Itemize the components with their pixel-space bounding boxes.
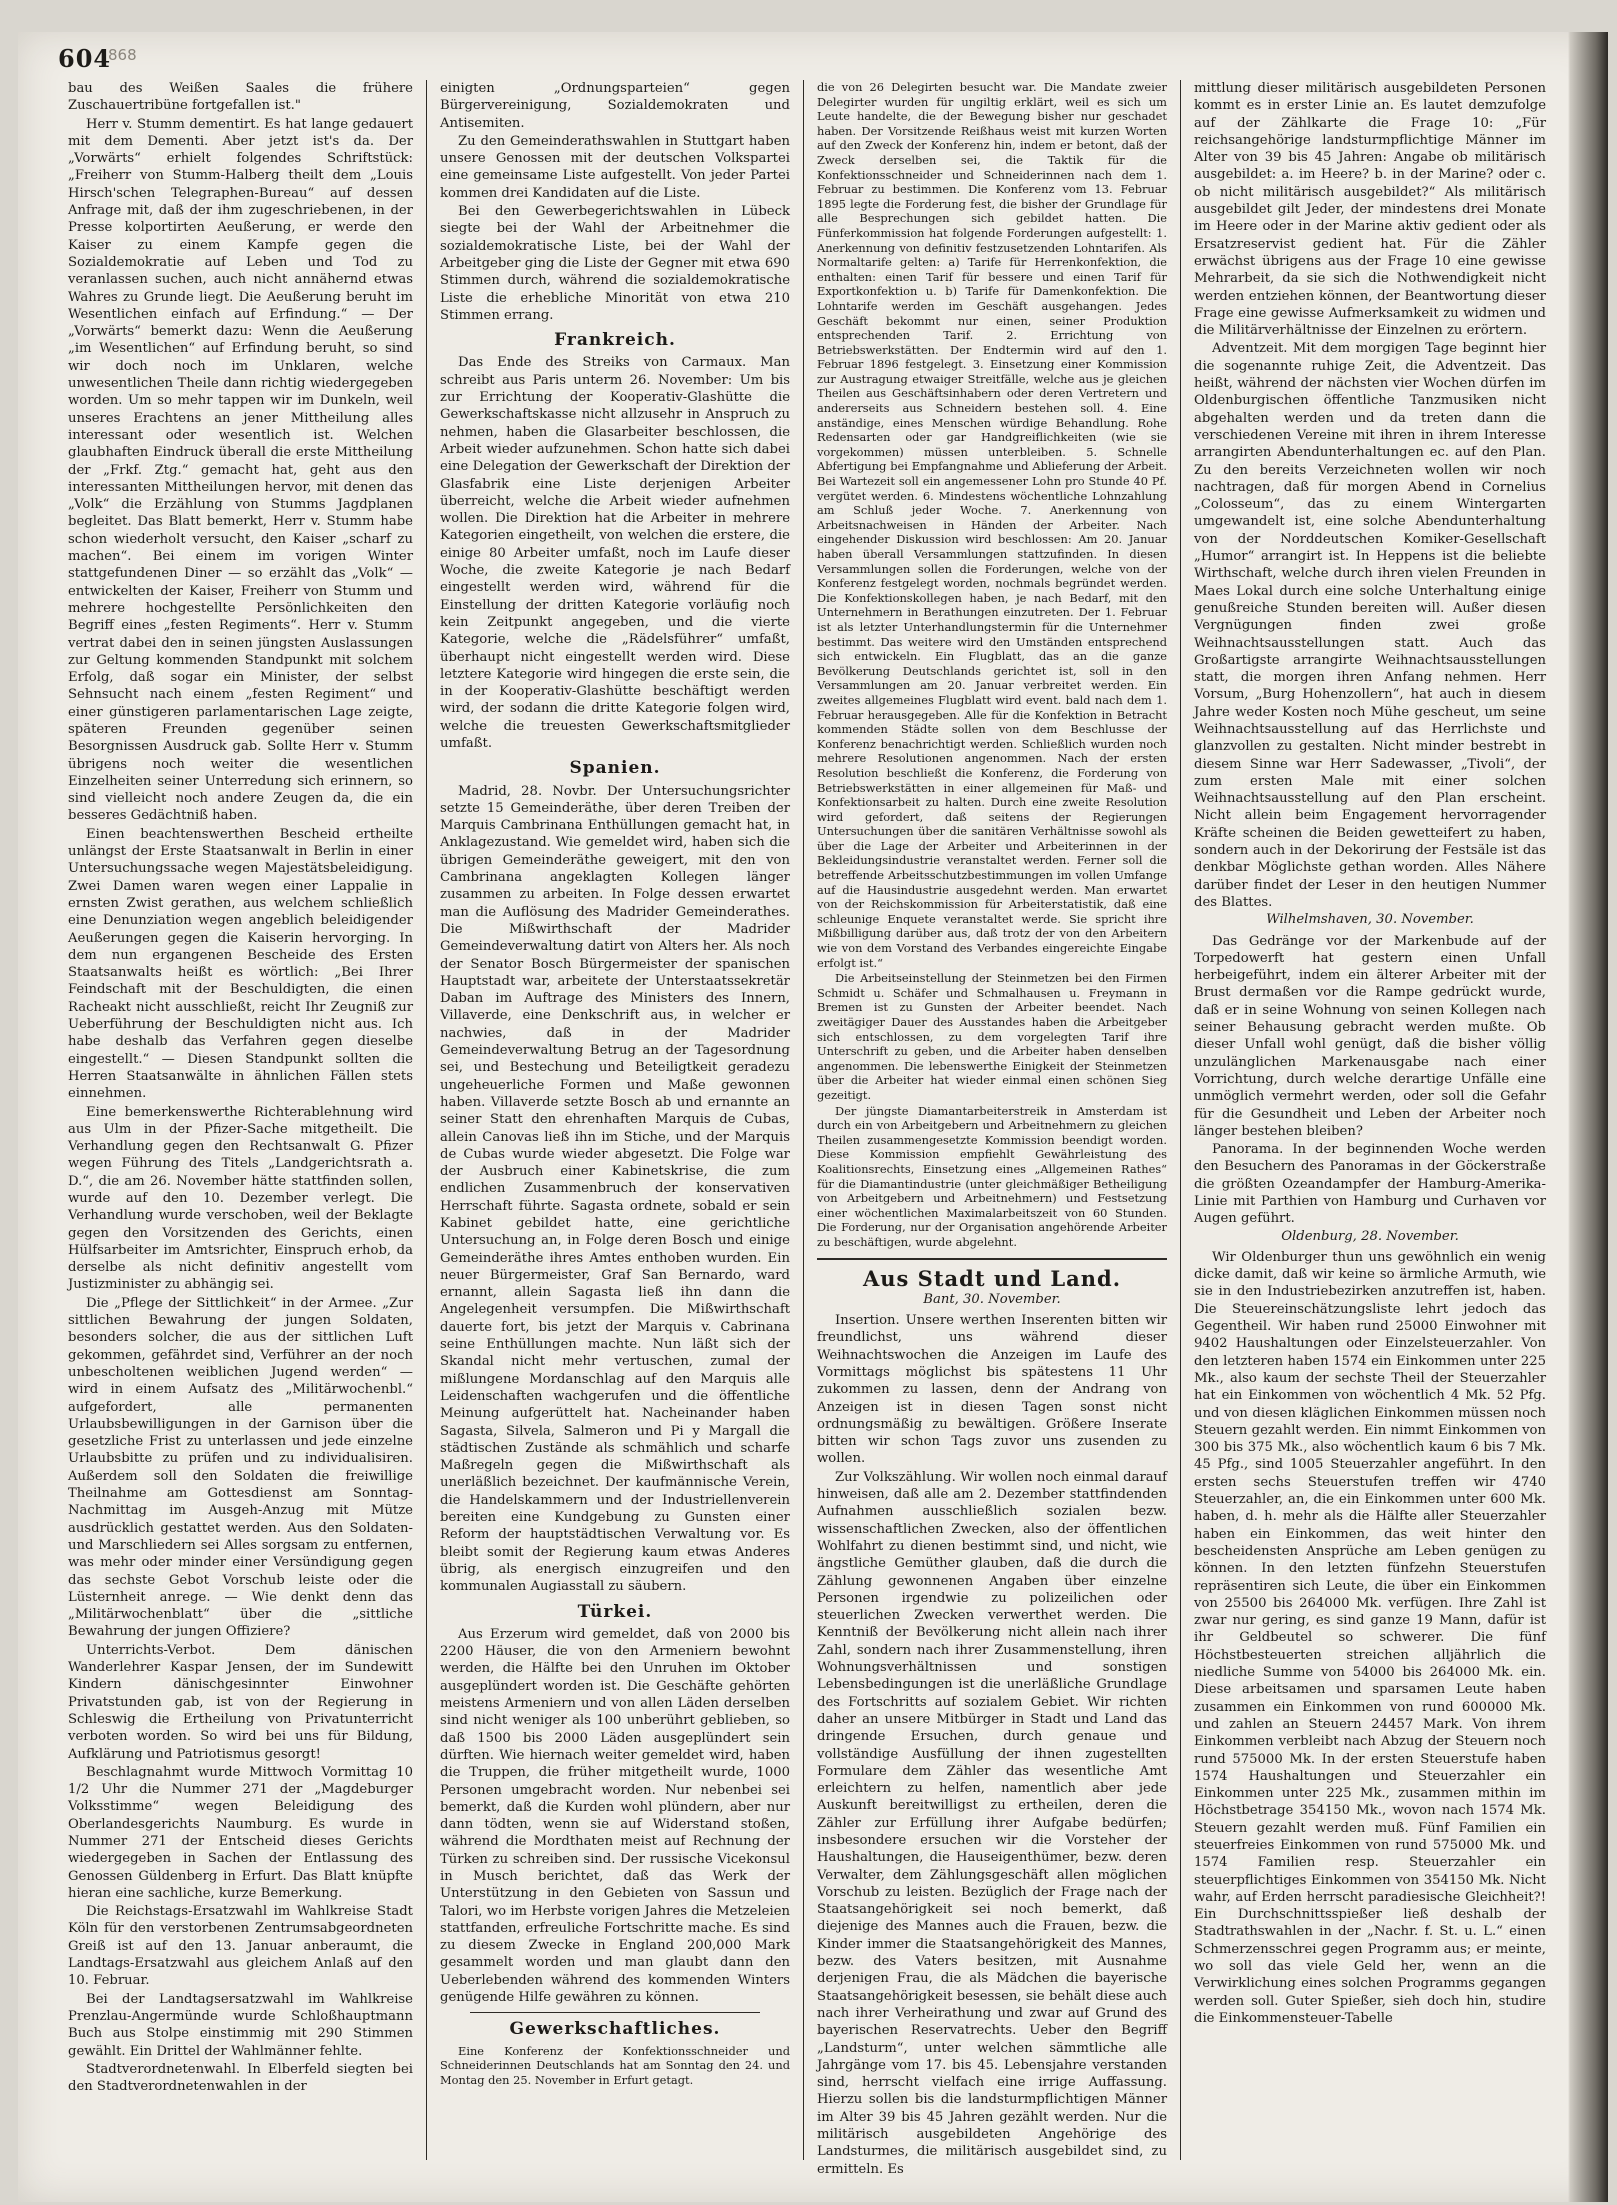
paragraph: einigten „Ordnungsparteien“ gegen Bürgervereinigung, Sozialdemokraten und Antisemiten. xyxy=(440,81,790,131)
paragraph: Bei den Gewerbegerichtswahlen in Lübeck siegte bei der Wahl der Arbeitnehmer die sozialdemokratische Liste, bei der Wahl der Arbeitgeber ging die Liste der Gegner mit etwa 690 Stimmen durch, während die sozialdemokratische Liste die erhebliche Minorität von etwa 210 Stimmen errang. xyxy=(440,204,790,323)
paragraph: bau des Weißen Saales die frühere Zuschauertribüne fortgefallen ist." xyxy=(68,81,413,114)
section-heading-local: Aus Stadt und Land. xyxy=(862,1265,1122,1291)
paragraph: Eine bemerkenswerthe Richterablehnung wird aus Ulm in der Pfizer-Sache mitgetheilt. Die Verhandlung gegen den Rechtsanwalt G. Pfizer wegen Führung des Titels „Landgerichtsrath a. D.“, die am 26. November hätte stattfinden sollen, wurde auf den 10. Dezember verlegt. Die Verhandlung wurde verschoben, weil der Beklagte gegen den Vorsitzenden des Gerichts, einen Hülfsarbeiter im Amtsrichter, Einspruch erhob, da derselbe als nicht definitiv angestellt vom Justizminister zu abhängig sei. xyxy=(68,1104,413,1293)
paragraph: Der jüngste Diamantarbeiterstreik in Amsterdam ist durch ein von Arbeitgebern und Arbeitnehmern zu gleichen Theilen zusammengesetzte Kommission beendigt worden. Diese Kommission empfiehlt Gewährleistung des Koalitionsrechts, Einsetzung eines „Allgemeinen Rathes“ für die Diamantindustrie (unter gleichmäßiger Betheiligung von Arbeitgebern und Arbeitnehmern) und Festsetzung einer wöchentlichen Maximalarbeitszeit von 60 Stunden. Die Forderung, nur der Organisation angehörende Arbeiter zu beschäftigen, wurde abgelehnt. xyxy=(817,1103,1167,1249)
paragraph: Eine Konferenz der Konfektionsschneider und Schneiderinnen Deutschlands hat am Sonntag den 24. und Montag den 25. November in Erfurt getagt. xyxy=(440,2043,790,2087)
column-4 xyxy=(1194,80,1546,2160)
paragraph: die von 26 Delegirten besucht war. Die Mandate zweier Delegirter wurden für ungiltig erklärt, weil es sich um Leute handelte, die der Bewegung bisher nur geschadet haben. Der Vorsitzende Reißhaus weist mit kurzen Worten auf den Zweck der Konferenz hin, indem er betont, daß der Zweck derselben sei, die Taktik für die Konfektionsschneider und Schneiderinnen nach dem 1. Februar zu bestimmen. Die Konferenz vom 13. Februar 1895 legte die Forderung fest, die bisher der Grundlage für alle Besprechungen sich gebildet hatten. Die Fünferkommission hat folgende Forderungen aufgestellt: 1. Anerkennung von definitiv festzusetzenden Lohntarifen. Als Normaltarife gelten: a) Tarife für Herrenkonfektion, die enthalten: einen Tarif für bessere und einen Tarif für Exportkonfektion u. b) Tarife für Damenkonfektion. Die Lohntarife werden im Geschäft ausgehangen. Jedes Geschäft bekommt nur einen, seiner Produktion entsprechenden Tarif. 2. Errichtung von Betriebswerkstätten. Der Endtermin wird auf den 1. Februar 1896 festgelegt. 3. Einsetzung einer Kommission zur Austragung etwaiger Streitfälle, welche aus je gleichen Theilen aus Geschäftsinhabern oder deren Vertretern und andererseits aus Schneidern bestehen soll. 4. Eine anständige, eines Menschen würdige Behandlung. Rohe Redensarten oder gar Handgreiflichkeiten (wie sie vorgekommen) müssen unterbleiben. 5. Schnelle Abfertigung bei Empfangnahme und Ablieferung der Arbeit. Bei Wartezeit soll ein angemessener Lohn pro Stunde 40 Pf. vergütet werden. 6. Mindestens wöchentliche Lohnzahlung am Schluß jeder Woche. 7. Anerkennung von Arbeitsnachweisen in Händen der Arbeiter. Nach eingehender Diskussion wird beschlossen: Am 20. Januar haben überall Versammlungen stattzufinden. In diesen Versammlungen sollen die Forderungen, welche von der Konferenz festgelegt worden, nochmals begründet werden. Die Konfektionskollegen haben, je nach Bedarf, mit den Unternehmern in Berathungen einzutreten. Der 1. Februar ist als letzter Unterhandlungstermin für die Unternehmer bestimmt. Das weitere wird den Umständen entsprechend sich entwickeln. Ein Flugblatt, das an die ganze Bevölkerung Deutschlands gerichtet ist, soll in den Versammlungen am 20. Januar verbreitet werden. Ein zweites allgemeines Flugblatt wird event. bald nach dem 1. Februar herausgegeben. Alle für die Konfektion in Betracht kommenden Städte sollen von dem Beschlusse der Konferenz benachrichtigt werden. Schließlich wurden noch mehrere Resolutionen angenommen. Nach der ersten Resolution beschließt die Konferenz, die Forderung von Betriebswerkstätten in einer allgemeinen für Maß- und Konfektionsarbeit zu halten. Durch eine zweite Resolution wird gefordert, daß seitens der Regierungen Untersuchungen über die sanitären Verhältnisse sowohl als über die Lage der Arbeiter und Arbeiterinnen in der Bekleidungsindustrie veranstaltet werden. Ferner soll die betreffende Arbeitsschutzbestimmungen im vollen Umfange auf die Hausindustrie ausgedehnt werden. Man erwartet von der Reichskommission für Arbeiterstatistik, daß eine schleunige Enquete veranstaltet werde. Sie spricht ihre Mißbilligung darüber aus, daß trotz der von den Arbeitern wie von dem Vorstand des Verbandes eingereichte Eingabe erfolgt ist.“ xyxy=(817,80,1167,970)
page-number: 604 xyxy=(58,44,112,73)
paragraph: mittlung dieser militärisch ausgebildeten Personen kommt es in erster Linie an. Es lautet demzufolge auf der Zählkarte die Frage 10: „Für reichsangehörige landsturmpflichtige Männer im Alter von 39 bis 45 Jahren: Angabe ob militärisch ausgebildet: a. im Heere? b. in der Marine? oder c. ob nicht militärisch ausgebildet?“ Als militärisch ausgebildet gilt Jeder, der mindestens drei Monate im Heere oder in der Marine aktiv gedient oder als Ersatzreservist gedient hat. Für die Zähler erwächst übrigens aus der Frage 10 eine gewisse Mehrarbeit, da sie sich die Nothwendigkeit nicht werden entziehen können, der Beantwortung dieser Frage eine gewisse Aufmerksamkeit zu widmen und die Militärverhältnisse der Einzelnen zu erörtern. xyxy=(1194,81,1546,339)
paragraph: Das Ende des Streiks von Carmaux. Man schreibt aus Paris unterm 26. November: Um bis zur Errichtung der Kooperativ-Glashütte die Gewerkschaftskasse nicht allzusehr in Anspruch zu nehmen, haben die Glasarbeiter beschlossen, die Arbeit wieder aufzunehmen. Schon hatte sich dabei eine Delegation der Gewerkschaft der Direktion der Glasfabrik eine Liste derjenigen Arbeiter überreicht, welche die Arbeit wieder aufnehmen wollen. Die Direktion hat die Arbeiter in mehrere Kategorien eingetheilt, von welchen die erstere, die einige 80 Arbeiter umfaßt, noch im Laufe dieser Woche, die zweite Kategorie je nach Bedarf eingestellt werden wird, während für die Einstellung der dritten Kategorie vorläufig noch kein Zeitpunkt angegeben, und die vierte Kategorie, welche die „Rädelsführer“ umfaßt, überhaupt nicht eingestellt werden wird. Diese letztere Kategorie wird hingegen die erste sein, die in der Kooperativ-Glashütte beschäftigt werden wird, der sodann die dritte Kategorie folgen wird, welche die treuesten Gewerkschaftsmitglieder umfaßt. xyxy=(440,355,790,751)
dateline-bant: Bant, 30. November. xyxy=(923,1291,1061,1307)
paragraph: Zu den Gemeinderathswahlen in Stuttgart haben unsere Genossen mit der deutschen Volkspartei eine gemeinsame Liste aufgestellt. Von jeder Partei kommen drei Kandidaten auf die Liste. xyxy=(440,133,790,201)
pencil-annotation: 868 xyxy=(108,46,137,64)
column-rule xyxy=(803,80,804,2160)
paragraph: Die Reichstags-Ersatzwahl im Wahlkreise Stadt Köln für den verstorbenen Zentrumsabgeordneten Greiß ist auf den 13. Januar anberaumt, die Landtags-Ersatzwahl aus gleichem Anlaß auf den 10. Februar. xyxy=(68,1904,413,1989)
paragraph: Herr v. Stumm dementirt. Es hat lange gedauert mit dem Dementi. Aber jetzt ist's da. Der „Vorwärts“ erhielt folgendes Schriftstück: „Freiherr von Stumm-Halberg theilt dem „Louis Hirsch'schen Telegraphen-Bureau“ auf dessen Anfrage mit, daß der ihm zugeschriebenen, in der Presse kolportirten Aeußerung, er werde den Kaiser zu einem Kampfe gegen die Sozialdemokratie auf Leben und Tod zu veranlassen suchen, auch nicht annähernd etwas Wahres zu Grunde liegt. Die Aeußerung beruht im Wesentlichen einfach auf Erfindung.“ — Der „Vorwärts“ bemerkt dazu: Wenn die Aeußerung „im Wesentlichen“ auf Erfindung beruht, so sind wir doch noch im Unklaren, welche unwesentlichen Theile dann richtig wiedergegeben worden. Um so mehr tappen wir im Dunkeln, weil unseres Erachtens an jener Mittheilung alles interessant oder wesentlich ist. Welchen glaubhaften Eindruck überall die erste Mittheilung der „Frkf. Ztg.“ gemacht hat, geht aus den interessanten Mittheilungen hervor, mit denen das „Volk“ die Erzählung von Stumms Jagdplanen begleitet. Das Blatt bemerkt, Herr v. Stumm habe schon wiederholt versucht, den Kaiser „scharf zu machen“. Bei einem im vorigen Winter stattgefundenen Diner — so erzählt das „Volk“ — entwickelten der Kaiser, Freiherr von Stumm und mehrere hochgestellte Persönlichkeiten den Begriff eines „festen Regiments“. Herr v. Stumm vertrat dabei den in seinen jüngsten Auslassungen zur Geltung kommenden Standpunkt mit solchem Erfolg, daß sogar ein Minister, der selbst Sehnsucht nach einem „festen Regiment“ und einer günstigeren parlamentarischen Lage zeigte, späteren Freunden gegenüber seinen Besorgnissen Ausdruck gab. Sollte Herr v. Stumm übrigens noch weiter die wesentlichen Einzelheiten seiner Unterredung sich erinnern, so sind vielleicht noch andere Zeugen da, die ein besseres Gedächtniß haben. xyxy=(68,116,413,824)
paragraph: Panorama. In der beginnenden Woche werden den Besuchern des Panoramas in der Göckerstraße die größten Ozeandampfer der Hamburg-Amerika-Linie mit Parthien von Hamburg und Curhaven vor Augen geführt. xyxy=(1194,1142,1546,1227)
paragraph: Bei der Landtagsersatzwahl im Wahlkreise Prenzlau-Angermünde wurde Schloßhauptmann Buch aus Stolpe einstimmig mit 290 Stimmen gewählt. Ein Drittel der Wahlmänner fehlte. xyxy=(68,1991,413,2059)
column-1 xyxy=(68,80,413,2160)
paragraph: Aus Erzerum wird gemeldet, daß von 2000 bis 2200 Häuser, die von den Armeniern bewohnt werden, die Hälfte bei den Unruhen im Oktober ausgeplündert worden ist. Die Geschäfte gehörten meistens Armeniern und von allen Läden derselben sind nicht weniger als 100 unberührt geblieben, so daß 1500 bis 2000 Läden ausgeplündert sein dürften. Wie hiernach weiter gemeldet wird, haben die Truppen, die früher mitgetheilt wurde, 1000 Personen umgebracht worden. Nur nebenbei sei bemerkt, daß die Kurden wohl plündern, aber nur dann tödten, wenn sie auf Widerstand stoßen, während die Mordthaten meist auf Rechnung der Türken zu schreiben sind. Der russische Vicekonsul in Musch berichtet, daß das Werk der Unterstützung in den Gebieten von Sassun und Talori, wo im Herbste vorigen Jahres die Metzeleien stattfanden, erfreuliche Fortschritte mache. Es sind zu diesem Zwecke in England 200,000 Mark gesammelt worden und man glaubt dann den Ueberlebenden während des kommenden Winters genügende Hilfe gewähren zu können. xyxy=(440,1626,790,2006)
paragraph: Wir Oldenburger thun uns gewöhnlich ein wenig dicke damit, daß wir keine so ärmliche Armuth, wie sie in den Industriebezirken anzutreffen ist, haben. Die Steuereinschätzungsliste lehrt jedoch das Gegentheil. Wir haben rund 25000 Einwohner mit 9402 Haushaltungen oder Einzelsteuerzahler. Von den letzteren haben 1574 ein Einkommen unter 225 Mk., also kaum der sechste Theil der Steuerzahler hat ein Einkommen von wöchentlich 4 Mk. 52 Pfg. und von diesen kläglichen Einkommen müssen noch Steuern gezahlt werden. Ein nimmt Einkommen von 300 bis 375 Mk., also wöchentlich kaum 6 bis 7 Mk. 45 Pfg., sind 1005 Steuerzahler angeführt. In den ersten sechs Steuerstufen treffen wir 4740 Steuerzahler, an, die ein Einkommen unter 600 Mk. haben, d. h. mehr als die Hälfte aller Steuerzahler haben ein Einkommen, das weit hinter den bescheidensten Ansprüche am Leben genügen zu können. In den letzten fünfzehn Steuerstufen repräsentiren sich Leute, die über ein Einkommen von 25500 bis 264000 Mk. verfügen. Ihre Zahl ist zwar nur gering, es sind ganze 19 Mann, dafür ist ihr Geldbeutel so schwerer. Die fünf Höchstbesteuerten streichen alljährlich die niedliche Summe von 54000 bis 264000 Mk. ein. Diese arbeitsamen und sparsamen Leute haben zusammen ein Einkommen von rund 600000 Mk. und zahlen an Steuern 24457 Mark. Von ihrem Einkommen verbleibt nach Abzug der Steuern noch rund 575000 Mk. In der ersten Steuerstufe haben 1574 Haushaltungen und Steuerzahler ein Einkommen unter 225 Mk., zusammen mithin im Höchstbetrage 354150 Mk., wovon nach 1574 Mk. Steuern gezahlt werden muß. Fünf Familien ein steuerfreies Einkommen von rund 575000 Mk. und 1574 Familien resp. Steuerzahler ein steuerpflichtiges Einkommen von 354150 Mk. Nicht wahr, auf Erden herrscht paradiesische Gleichheit?! Ein Durchschnittsspießer ließ deshalb der Stadtrathswahlen in der „Nachr. f. St. u. L.“ einen Schmerzensschrei gegen Programm aus; er meinte, wo soll das viele Geld her, wenn an die Verwirklichung eines solchen Programms gegangen werden soll. Guter Spießer, sieh doch hin, studire die Einkommensteuer-Tabelle xyxy=(1194,1249,1546,2026)
paragraph: Einen beachtenswerthen Bescheid ertheilte unlängst der Erste Staatsanwalt in Berlin in einer Untersuchungssache wegen Majestätsbeleidigung. Zwei Damen waren wegen einer Lappalie in ernsten Zwist gerathen, aus welchem schließlich eine Denunziation wegen angeblich beleidigender Aeußerungen gegen die Kaiserin hervorging. In dem nun ergangenen Bescheide des Ersten Staatsanwalts heißt es wörtlich: „Bei Ihrer Feindschaft mit der Beschuldigten, die einen Racheakt nicht ausschließt, reicht Ihr Zeugniß zur Ueberführung der Beschuldigten nicht aus. Ich habe deshalb das Verfahren gegen dieselbe eingestellt.“ — Diesen Standpunkt sollten die Herren Staatsanwälte in ähnlichen Fällen stets einnehmen. xyxy=(68,826,413,1102)
column-3 xyxy=(817,80,1167,2177)
column-rule xyxy=(1180,80,1181,2160)
dateline-wilhelmshaven: Wilhelmshaven, 30. November. xyxy=(1266,912,1474,928)
paragraph: Die „Pflege der Sittlichkeit“ in der Armee. „Zur sittlichen Bewahrung der jungen Soldaten, besonders solcher, die aus der sittlichen Luft gekommen, gefährdet sind, Verführer an der noch unbescholtenen weiblichen Jugend werden“ — wird in einem Aufsatz des „Militärwochenbl.“ aufgefordert, alle permanenten Urlaubsbewilligungen in der Garnison über die gesetzliche Frist zu unterlassen und jede einzelne Urlaubsbitte zu prüfen und zu individualisiren. Außerdem soll den Soldaten die freiwillige Theilnahme am Gottesdienst am Sonntag-Nachmittag im Ausgeh-Anzug mit Mütze ausdrücklich gestattet werden. Aus den Soldaten- und Marschliedern sei Alles sorgsam zu entfernen, was mehr oder minder einer Versündigung gegen das sechste Gebot Vorschub leiste oder die Lüsternheit anrege. — Wie denkt denn das „Militärwochenblatt“ über die „sittliche Bewahrung der jungen Offiziere? xyxy=(68,1295,413,1640)
column-rule xyxy=(426,80,427,2160)
paragraph: Insertion. Unsere werthen Inserenten bitten wir freundlichst, uns während dieser Weihnachtswochen die Anzeigen im Laufe des Vormittags möglichst bis spätestens 11 Uhr zukommen zu lassen, denn der Andrang von Anzeigen ist in diesen Tagen sonst nicht ordnungsmäßig zu bewältigen. Größere Inserate bitten wir schon Tags zuvor uns zusenden zu wollen. xyxy=(817,1313,1167,1467)
page-edge xyxy=(1568,32,1608,2202)
divider xyxy=(470,2012,760,2013)
article-columns xyxy=(68,80,1558,2177)
dateline-oldenburg: Oldenburg, 28. November. xyxy=(1281,1228,1459,1244)
paragraph: Die Arbeitseinstellung der Steinmetzen bei den Firmen Schmidt u. Schäfer und Schmalhausen u. Freymann in Bremen ist zu Gunsten der Arbeiter beendet. Nach zweitägiger Dauer des Ausstandes haben die Arbeitgeber sich entschlossen, zu dem vorgelegten Tarif ihre Unterschrift zu geben, und die Arbeiter haben denselben angenommen. Die lebenswerthe Einigkeit der Steinmetzen über die Arbeiter hat wieder einmal einen schönen Sieg gezeitigt. xyxy=(817,971,1167,1102)
paragraph: Das Gedränge vor der Markenbude auf der Torpedowerft hat gestern einen Unfall herbeigeführt, indem ein älterer Arbeiter mit der Brust dermaßen vor die Rampe gedrückt wurde, daß er in seine Wohnung von seinen Kollegen nach seiner Behausung gebracht werden mußte. Ob dieser Unfall wohl genügt, daß die bisher völlig unzulänglichen Markenausgabe nach einer Vorrichtung, durch welche derartige Unfälle eine unmöglich vermehrt werden, oder soll die Gefahr für die Gesundheit und Leben der Arbeiter noch länger bestehen bleiben? xyxy=(1194,933,1546,1139)
section-heading-turkey: Türkei. xyxy=(577,1601,653,1622)
section-heading-france: Frankreich. xyxy=(554,330,676,351)
section-heading-spain: Spanien. xyxy=(569,758,661,779)
section-heading-union: Gewerkschaftliches. xyxy=(509,2019,721,2040)
paragraph: Madrid, 28. Novbr. Der Untersuchungsrichter setzte 15 Gemeinderäthe, über deren Treiben der Marquis Cambrinana Enthüllungen gemacht hat, in Anklagezustand. Wie gemeldet wird, haben sich die übrigen Gemeinderäthe geweigert, mit den von Cambrinana angeklagten Kollegen länger zusammen zu arbeiten. In Folge dessen erwartet man die Auflösung des Madrider Gemeinderathes. Die Mißwirthschaft der Madrider Gemeindeverwaltung datirt von Alters her. Als noch der Senator Bosch Bürgermeister der spanischen Hauptstadt war, arbeitete der Unterstaatssekretär Daban im Auftrage des Ministers des Innern, Villaverde, eine Denkschrift aus, in welcher er nachwies, daß in der Madrider Gemeindeverwaltung Betrug an der Tagesordnung sei, und Bestechung und Beteiligtkeit geradezu ungeheuerliche Formen und Maße gewonnen haben. Villaverde setzte Bosch ab und ernannte an seiner Statt den ehrenhaften Marquis de Cubas, allein Canovas ließ ihn im Stiche, und der Marquis de Cubas wurde wieder abgesetzt. Die Folge war der Ausbruch einer Kabinetskrise, die zum endlichen Zusammenbruch der konservativen Herrschaft führte. Sagasta ordnete, sobald er sein Kabinet gebildet hatte, eine gerichtliche Untersuchung an, in Folge deren Bosch und einige Gemeinderäthe ihres Amtes enthoben wurden. Ein neuer Bürgermeister, Graf San Bernardo, ward ernannt, allein Sagasta ließ ihn dann die Angelegenheit versumpfen. Die Mißwirthschaft dauerte fort, bis jetzt der Marquis v. Cabrinana seine Enthüllungen machte. Nun läßt sich der Skandal nicht mehr vertuschen, zumal der mißlungene Mordanschlag auf den Marquis alle Leidenschaften wachgerufen und die öffentliche Meinung aufgerüttelt hat. Nacheinander haben Sagasta, Silvela, Salmeron und Pi y Margall die städtischen Zustände als schmählich und scharfe Maßregeln gegen die Mißwirthschaft als unerläßlich bezeichnet. Der kaufmännische Verein, die Handelskammern und der Industriellenverein bereiten eine Kundgebung zu Gunsten einer Reform der hauptstädtischen Verwaltung vor. Es bleibt somit der Regierung kaum etwas Anderes übrig, als energisch einzugreifen und den kommunalen Augiasstall zu säubern. xyxy=(440,783,790,1595)
paragraph: Adventzeit. Mit dem morgigen Tage beginnt hier die sogenannte ruhige Zeit, die Adventzeit. Das heißt, während der nächsten vier Wochen dürfen im Oldenburgischen öffentliche Tanzmusiken nicht abgehalten werden und da treten dann die verschiedenen Vereine mit ihren in ihrem Interesse arrangirten Abendunterhaltungen ec. auf den Plan. Zu den bereits Verzeichneten wollen wir noch nachtragen, daß für morgen Abend in Cornelius „Colosseum“, das zu einem Wintergarten umgewandelt ist, eine solche Abendunterhaltung von der Norddeutschen Komiker-Gesellschaft „Humor“ arrangirt ist. In Heppens ist die beliebte Wirthschaft, welche durch ihren vielen Freunden in Maes Lokal durch eine solche Unterhaltung einige genußreiche Stunden bereiten will. Außer diesen Vergnügungen finden zwei große Weihnachtsausstellungen statt. Auch das Großartigste arrangirte Weihnachtsausstellungen statt, die morgen ihren Anfang nehmen. Herr Vorsum, „Burg Hohenzollern“, hat auch in diesem Jahre weder Kosten noch Mühe gescheut, um seine Weihnachtsausstellung auf das Herrlichste und glanzvollen zu gestalten. Nicht minder bestrebt in diesem Sinne war Herr Sadewasser, „Tivoli“, der zum ersten Male mit einer solchen Weihnachtsausstellung auf den Plan erscheint. Nicht allein beim Engagement hervorragender Kräfte scheinen die Beiden gewetteifert zu haben, sondern auch in der Dekorirung der Festsäle ist das denkbar Möglichste gethan worden. Alles Nähere darüber findet der Leser in den heutigen Nummer des Blattes. xyxy=(1194,341,1546,910)
paragraph: Unterrichts-Verbot. Dem dänischen Wanderlehrer Kaspar Jensen, der im Sundewitt Kindern dänischgesinnter Einwohner Privatstunden gab, ist von der Regierung in Schleswig die Ertheilung von Privatunterricht verboten worden. So wird bei uns für Bildung, Aufklärung und Patriotismus gesorgt! xyxy=(68,1642,413,1762)
column-2 xyxy=(440,80,790,2160)
paragraph: Beschlagnahmt wurde Mittwoch Vormittag 10 1/2 Uhr die Nummer 271 der „Magdeburger Volksstimme“ wegen Beleidigung des Oberlandesgerichts Naumburg. Es wurde in Nummer 271 der Entscheid dieses Gerichts wiedergegeben in Sachen der Entlassung des Genossen Güldenberg in Erfurt. Das Blatt knüpfte hieran eine sachliche, kurze Bemerkung. xyxy=(68,1764,413,1901)
divider xyxy=(817,1258,1167,1260)
paragraph: Stadtverordnetenwahl. In Elberfeld siegten bei den Stadtverordnetenwahlen in der xyxy=(68,2061,413,2095)
paragraph: Zur Volkszählung. Wir wollen noch einmal darauf hinweisen, daß alle am 2. Dezember stattfindenden Aufnahmen ausschließlich sozialen bezw. wissenschaftlichen Zwecken, also der öffentlichen Wohlfahrt zu dienen bestimmt sind, und nicht, wie ängstliche Gemüther glauben, daß die durch die Zählung gewonnenen Angaben über einzelne Personen irgendwie zu polizeilichen oder steuerlichen Zwecken verwerthet werden. Die Kenntniß der Bevölkerung nicht allein nach ihrer Zahl, sondern nach ihrer Zusammenstellung, ihren Wohnungsverhältnissen und sonstigen Lebensbedingungen ist die unerläßliche Grundlage des Fortschritts auf sozialem Gebiet. Wir richten daher an unsere Mitbürger in Stadt und Land das dringende Ersuchen, durch genaue und vollständige Ausfüllung der ihnen zugestellten Formulare dem Zähler das wesentliche Amt erleichtern zu helfen, namentlich aber jede Auskunft bereitwilligst zu ertheilen, deren die Zähler zur Erfüllung ihrer Aufgabe bedürfen; insbesondere ersuchen wir die Vorsteher der Haushaltungen, die Hauseigenthümer, bezw. deren Verwalter, dem Zählungsgeschäft allen möglichen Vorschub zu leisten. Bezüglich der Frage nach der Staatsangehörigkeit sei noch bemerkt, daß diejenige des Mannes auch die Frauen, bezw. die Kinder immer die Staatsangehörigkeit des Mannes, bezw. des Vaters besitzen, mit Ausnahme derjenigen Frau, die als Mädchen die bayerische Staatsangehörigkeit besessen, sie behält diese auch nach ihrer Verheirathung und zwar auf Grund des bayerischen Reservatrechts. Ueber den Begriff „Landsturm“, unter welchen sämmtliche alle Jahrgänge vom 17. bis 45. Lebensjahre verstanden sind, herrscht vielfach eine irrige Auffassung. Hierzu sollen bis die landsturmpflichtigen Männer im Alter 39 bis 45 Jahren gezählt werden. Nur die militärisch ausgebildeten Angehörige des Landsturmes, die militärisch ausgebildet sind, zu ermitteln. Es xyxy=(817,1469,1167,2177)
